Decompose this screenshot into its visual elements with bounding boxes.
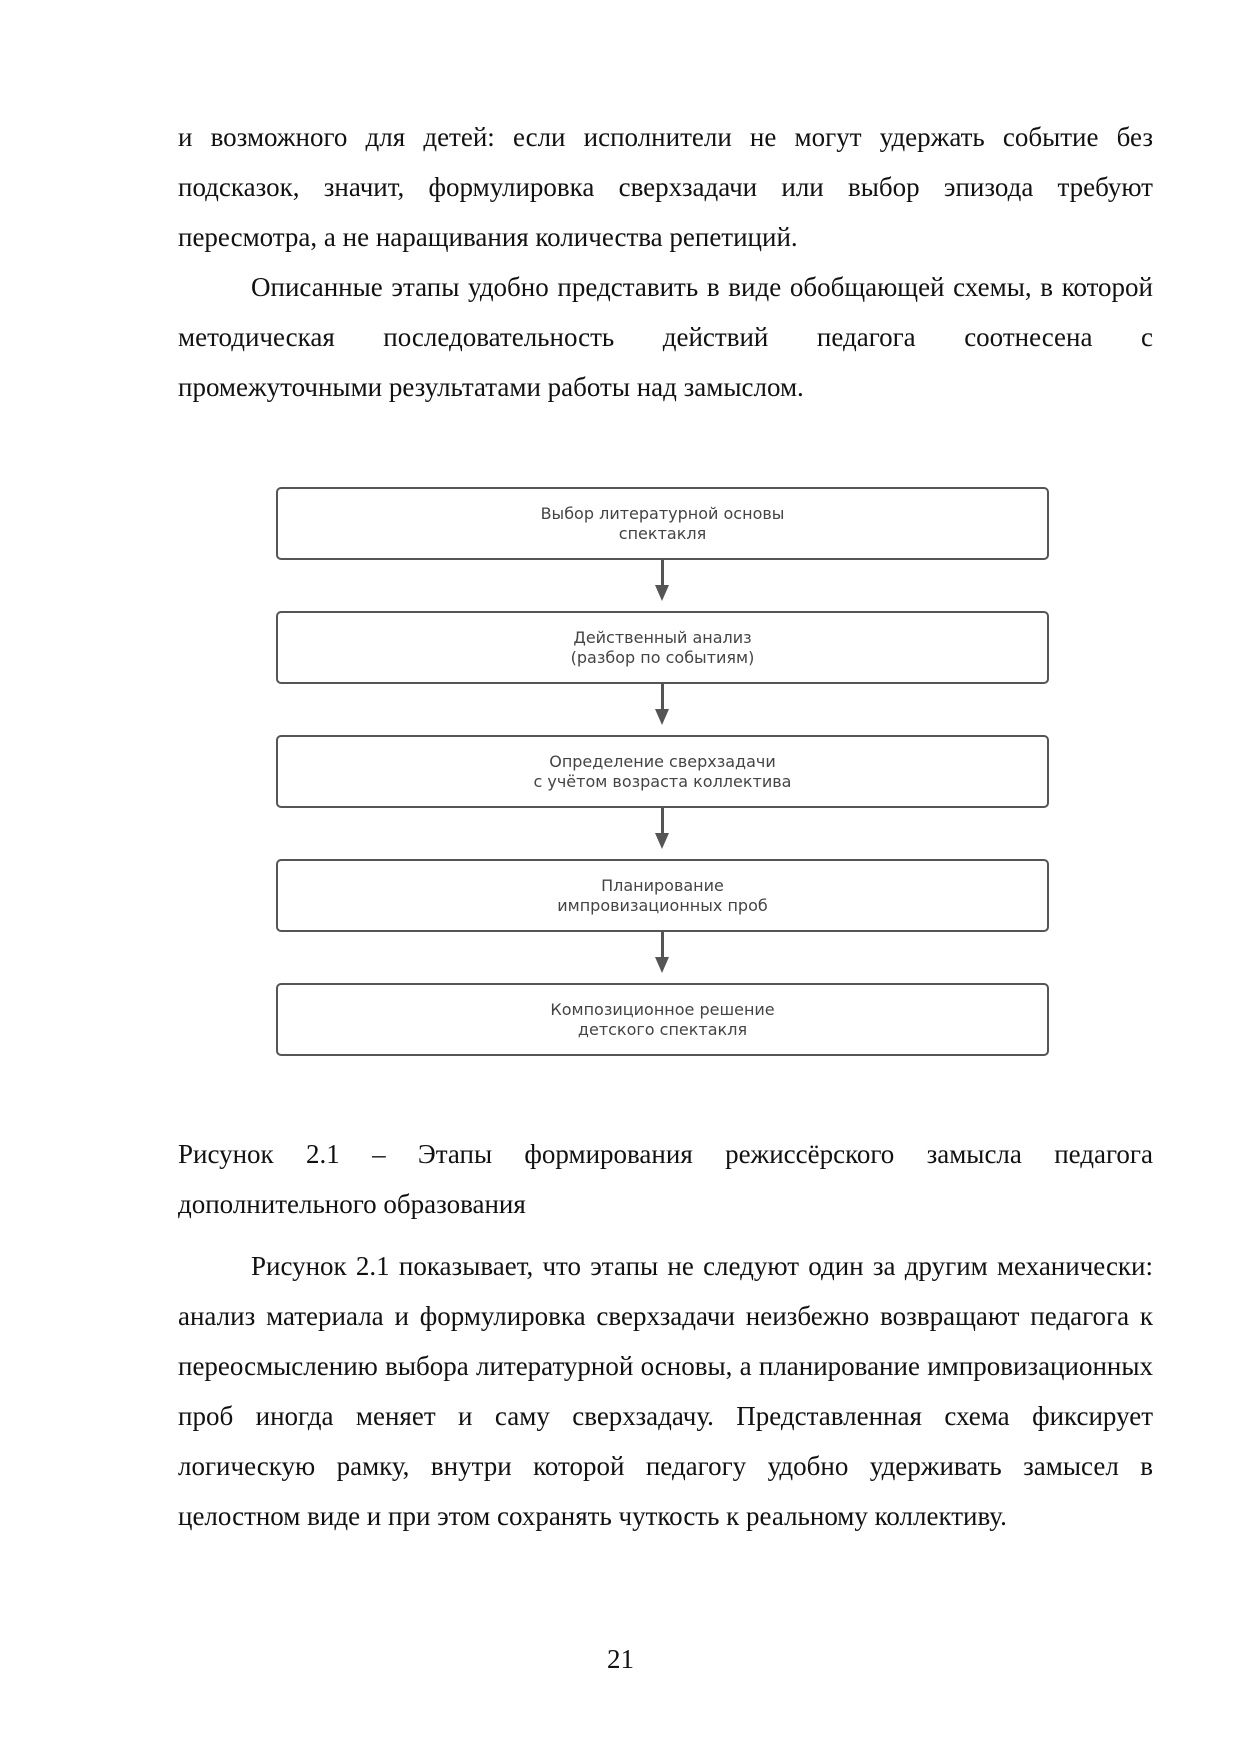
paragraph: и возможного для детей: если исполнители не могут удержать событие без подсказок, значит, формулировка сверхзадачи или выбор эпизода требуют пересмотра, а не наращивания количества репетиций. xyxy=(178,122,1153,252)
step-label-line2: с учётом возраста коллектива xyxy=(533,771,792,791)
arrow-down-icon xyxy=(655,957,669,973)
arrow-down-icon xyxy=(655,833,669,849)
flowchart-step-4 xyxy=(276,859,1049,932)
step-label-line1: Композиционное решение xyxy=(550,999,775,1019)
step-label-line2: (разбор по событиям) xyxy=(570,647,755,667)
caption-text: Рисунок 2.1 – Этапы формирования режиссёрского замысла педагога дополнительного образования xyxy=(178,1139,1153,1219)
flowchart-step-5 xyxy=(276,983,1049,1056)
flowchart-step-3 xyxy=(276,735,1049,808)
arrow-down-icon xyxy=(655,585,669,601)
body-text-top xyxy=(178,112,1153,412)
step-label-line1: Действенный анализ xyxy=(573,627,752,647)
paragraph: Рисунок 2.1 показывает, что этапы не следуют один за другим механически: анализ материала и формулировка сверхзадачи неизбежно возвращают педагога к переосмыслению выбора литературной основы, а планирование импровизационных проб иногда меняет и саму сверхзадачу. Представленная схема фиксирует логическую рамку, внутри которой педагогу удобно удерживать замысел в целостном виде и при этом сохранять чуткость к реальному коллективу. xyxy=(178,1251,1153,1531)
step-label-line2: детского спектакля xyxy=(577,1019,748,1039)
arrow-down-icon xyxy=(655,709,669,725)
page-number: 21 xyxy=(607,1644,634,1674)
figure-caption xyxy=(178,1129,1153,1229)
body-text-bottom xyxy=(178,1241,1153,1541)
step-label-line1: Выбор литературной основы xyxy=(540,503,785,523)
paragraph: Описанные этапы удобно представить в виде обобщающей схемы, в которой методическая последовательность действий педагога соотнесена с промежуточными результатами работы над замыслом. xyxy=(178,272,1153,402)
step-label-line1: Определение сверхзадачи xyxy=(549,751,776,771)
flowchart-step-1 xyxy=(276,487,1049,560)
flowchart-diagram xyxy=(276,487,1053,1067)
step-label-line2: спектакля xyxy=(618,523,707,543)
flowchart-step-2 xyxy=(276,611,1049,684)
step-label-line2: импровизационных проб xyxy=(557,895,768,915)
step-label-line1: Планирование xyxy=(601,875,724,895)
